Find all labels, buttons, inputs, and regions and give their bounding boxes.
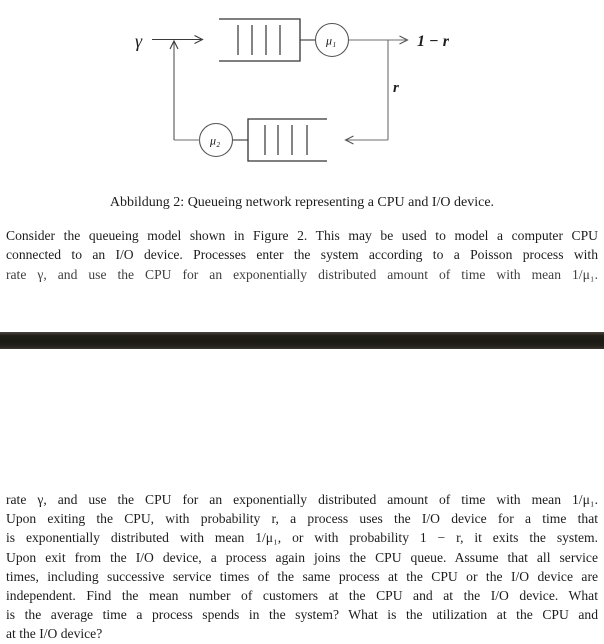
paragraph-line: Upon exit from the I/O device, a process again joins the CPU queue. Assume that all service [6,549,598,565]
cpu-queue-slots [238,25,280,55]
paragraph-line: independent. Find the mean number of customers at the CPU and at the I/O device. What [6,588,598,604]
io-queue-box [248,119,327,161]
paragraph-line: is the average time a process spends in the system? What is the utilization at the CPU and [6,607,598,623]
page-separator-bar [0,332,604,349]
paragraph-line: rate γ, and use the CPU for an exponentially distributed amount of time with mean 1/μ₁. [6,492,598,507]
cpu-queue-box [219,19,300,61]
paragraph-problem [6,490,598,644]
io-queue-slots [265,125,307,155]
paragraph-line: is exponentially distributed with mean 1/μ₁, or with probability 1 − r, it exits the system. [6,530,598,546]
paragraph-intro [6,226,598,264]
arrival-rate-label: γ [135,31,143,51]
paragraph-line: connected to an I/O device. Processes enter the system according to a Poisson process with [6,247,598,263]
paragraph-line: Consider the queueing model shown in Figure 2. This may be used to model a computer CPU [6,228,598,243]
cpu-server-label: μ₁ [326,33,337,48]
exit-probability-label: 1 − r [417,33,449,50]
paragraph-line: at the I/O device? [6,626,103,642]
paragraph-line: times, including successive service times of the same process at the CPU or the I/O device are [6,568,598,584]
paragraph-line: Upon exiting the CPU, with probability r, a process uses the I/O device for a time that [6,511,598,527]
paragraph-line: rate γ, and use the CPU for an exponentially distributed amount of time with mean 1/μ₁. [6,267,598,282]
clipped-text-line [6,265,598,282]
io-server-label: μ₂ [210,133,221,148]
feedback-probability-label: r [393,80,399,96]
figure-caption: Abbildung 2: Queueing network representing a CPU and I/O device. [109,195,495,210]
queueing-network-diagram [0,0,604,190]
